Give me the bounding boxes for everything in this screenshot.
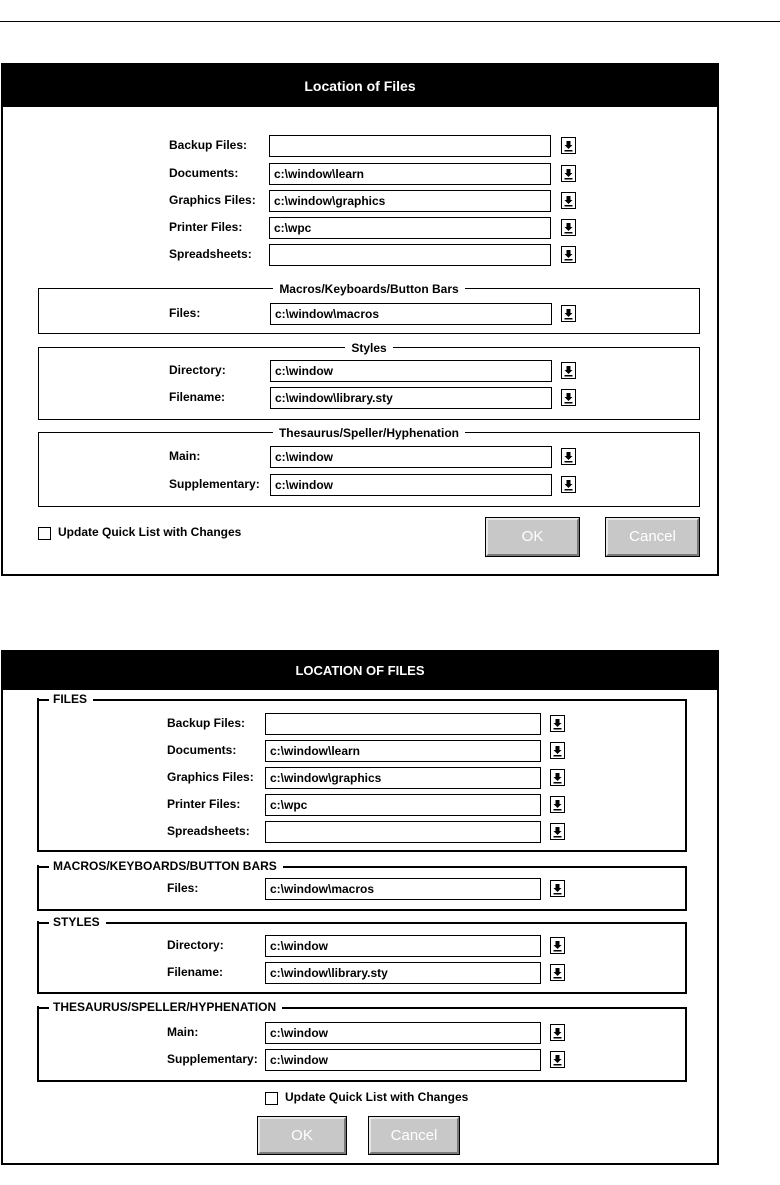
update-quick-list-checkbox[interactable] xyxy=(38,527,51,540)
macros-group-title xyxy=(39,280,699,296)
styles-group-title xyxy=(39,339,699,355)
spreadsheets-label: Spreadsheets: xyxy=(169,247,252,261)
styles-directory-dropdown-icon[interactable] xyxy=(550,937,565,954)
styles-filename-row xyxy=(39,962,685,984)
printer-files-input[interactable]: c:\wpc xyxy=(265,794,541,816)
thesaurus-main-dropdown-icon[interactable] xyxy=(561,448,576,465)
graphics-files-dropdown-icon[interactable] xyxy=(550,769,565,786)
documents-input[interactable]: c:\window\learn xyxy=(269,163,551,185)
graphics-files-input[interactable]: c:\window\graphics xyxy=(265,767,541,789)
cancel-button[interactable]: Cancel xyxy=(606,518,699,556)
macros-files-input[interactable]: c:\window\macros xyxy=(270,303,552,325)
macros-files-row xyxy=(39,878,685,900)
thesaurus-group xyxy=(38,426,700,507)
printer-files-label: Printer Files: xyxy=(167,797,241,811)
graphics-files-input[interactable]: c:\window\graphics xyxy=(269,190,551,212)
documents-row xyxy=(3,163,717,185)
styles-filename-label: Filename: xyxy=(169,390,226,404)
location-of-files-dialog-mixedcase xyxy=(1,63,719,576)
documents-label: Documents: xyxy=(167,743,237,757)
ok-button[interactable]: OK xyxy=(486,518,579,556)
backup-files-input[interactable] xyxy=(265,713,541,735)
styles-filename-dropdown-icon[interactable] xyxy=(561,389,576,406)
styles-filename-input[interactable]: c:\window\library.sty xyxy=(265,962,541,984)
thesaurus-supplementary-input[interactable]: c:\window xyxy=(265,1049,541,1071)
printer-files-dropdown-icon[interactable] xyxy=(561,219,576,236)
styles-directory-input[interactable]: c:\window xyxy=(270,360,552,382)
thesaurus-supplementary-label: Supplementary: xyxy=(169,477,260,491)
macros-files-dropdown-icon[interactable] xyxy=(550,880,565,897)
update-quick-list-label[interactable]: Update Quick List with Changes xyxy=(58,525,242,539)
spreadsheets-row xyxy=(3,244,717,266)
location-of-files-dialog-uppercase xyxy=(1,650,719,1165)
macros-files-dropdown-icon[interactable] xyxy=(561,305,576,322)
documents-input[interactable]: c:\window\learn xyxy=(265,740,541,762)
thesaurus-supplementary-row xyxy=(39,474,699,496)
thesaurus-group-title xyxy=(39,424,699,440)
styles-directory-dropdown-icon[interactable] xyxy=(561,362,576,379)
backup-files-label: Backup Files: xyxy=(167,716,246,730)
macros-group-title-text: Macros/Keyboards/Button Bars xyxy=(273,282,464,296)
documents-label: Documents: xyxy=(169,166,239,180)
thesaurus-main-label: Main: xyxy=(169,449,201,463)
styles-directory-input[interactable]: c:\window xyxy=(265,935,541,957)
graphics-files-dropdown-icon[interactable] xyxy=(561,192,576,209)
page-top-rule xyxy=(0,21,780,22)
printer-files-input[interactable]: c:\wpc xyxy=(269,217,551,239)
backup-files-row xyxy=(3,135,717,157)
backup-files-dropdown-icon[interactable] xyxy=(550,715,565,732)
update-quick-list-label[interactable]: Update Quick List with Changes xyxy=(285,1090,469,1104)
printer-files-row xyxy=(3,217,717,239)
graphics-files-row xyxy=(3,190,717,212)
thesaurus-main-dropdown-icon[interactable] xyxy=(550,1024,565,1041)
backup-files-input[interactable] xyxy=(269,135,551,157)
thesaurus-supplementary-row xyxy=(39,1049,685,1071)
files-group-title: FILES xyxy=(49,691,93,707)
macros-files-input[interactable]: c:\window\macros xyxy=(265,878,541,900)
backup-files-label: Backup Files: xyxy=(169,138,248,152)
macros-files-label: Files: xyxy=(169,306,201,320)
thesaurus-supplementary-input[interactable]: c:\window xyxy=(270,474,552,496)
printer-files-dropdown-icon[interactable] xyxy=(550,796,565,813)
graphics-files-label: Graphics Files: xyxy=(169,193,256,207)
thesaurus-group-title-text: Thesaurus/Speller/Hyphenation xyxy=(273,426,465,440)
styles-filename-dropdown-icon[interactable] xyxy=(550,964,565,981)
styles-group-title-text: Styles xyxy=(345,341,392,355)
printer-files-label: Printer Files: xyxy=(169,220,243,234)
documents-row xyxy=(39,740,685,762)
styles-directory-row xyxy=(39,935,685,957)
graphics-files-row xyxy=(39,767,685,789)
thesaurus-supplementary-dropdown-icon[interactable] xyxy=(561,476,576,493)
thesaurus-supplementary-dropdown-icon[interactable] xyxy=(550,1051,565,1068)
dialog-title-bar: Location of Files xyxy=(3,65,717,107)
styles-directory-label: Directory: xyxy=(167,938,224,952)
cancel-button[interactable]: Cancel xyxy=(369,1117,459,1154)
styles-group-title: STYLES xyxy=(49,914,106,930)
backup-files-dropdown-icon[interactable] xyxy=(561,137,576,154)
styles-filename-label: Filename: xyxy=(167,965,224,979)
thesaurus-main-label: Main: xyxy=(167,1025,199,1039)
styles-filename-row xyxy=(39,387,699,409)
macros-files-row xyxy=(39,303,699,325)
macros-group xyxy=(37,859,687,911)
dialog-title-bar: LOCATION OF FILES xyxy=(3,652,717,690)
spreadsheets-input[interactable] xyxy=(265,821,541,843)
spreadsheets-label: Spreadsheets: xyxy=(167,824,250,838)
spreadsheets-input[interactable] xyxy=(269,244,551,266)
styles-group xyxy=(38,341,700,420)
macros-group-title: MACROS/KEYBOARDS/BUTTON BARS xyxy=(49,858,283,874)
graphics-files-label: Graphics Files: xyxy=(167,770,254,784)
update-quick-list-checkbox[interactable] xyxy=(265,1092,278,1105)
files-group xyxy=(37,692,687,852)
spreadsheets-row xyxy=(39,821,685,843)
documents-dropdown-icon[interactable] xyxy=(561,165,576,182)
styles-filename-input[interactable]: c:\window\library.sty xyxy=(270,387,552,409)
styles-directory-row xyxy=(39,360,699,382)
thesaurus-main-row xyxy=(39,1022,685,1044)
spreadsheets-dropdown-icon[interactable] xyxy=(561,246,576,263)
styles-directory-label: Directory: xyxy=(169,363,226,377)
thesaurus-main-row xyxy=(39,446,699,468)
thesaurus-main-input[interactable]: c:\window xyxy=(270,446,552,468)
thesaurus-main-input[interactable]: c:\window xyxy=(265,1022,541,1044)
thesaurus-group-title: THESAURUS/SPELLER/HYPHENATION xyxy=(49,999,282,1015)
styles-group xyxy=(37,915,687,994)
printer-files-row xyxy=(39,794,685,816)
thesaurus-group xyxy=(37,1000,687,1082)
spreadsheets-dropdown-icon[interactable] xyxy=(550,823,565,840)
thesaurus-supplementary-label: Supplementary: xyxy=(167,1052,258,1066)
documents-dropdown-icon[interactable] xyxy=(550,742,565,759)
backup-files-row xyxy=(39,713,685,735)
macros-files-label: Files: xyxy=(167,881,199,895)
macros-group xyxy=(38,282,700,334)
ok-button[interactable]: OK xyxy=(258,1117,346,1154)
